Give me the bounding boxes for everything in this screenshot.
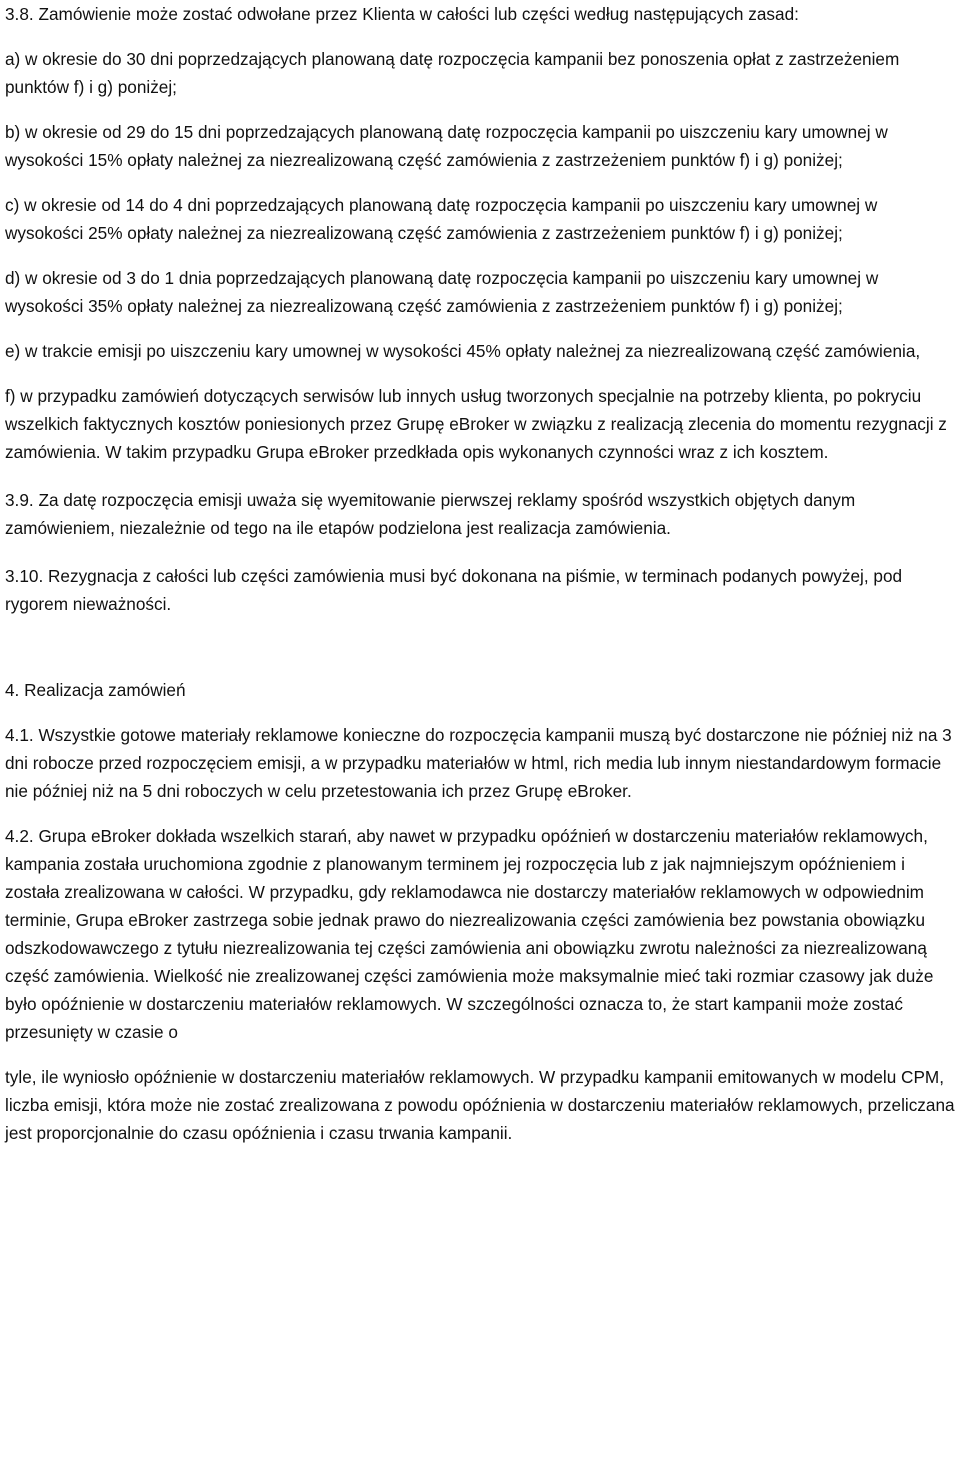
section-3-8-item-b: b) w okresie od 29 do 15 dni poprzedzających planowaną datę rozpoczęcia kampanii po uiszczeniu kary umownej w wysokości 15% opłaty należnej za niezrealizowaną część zamówienia z zastrzeżeniem punktów f) i g) poniżej; [5,122,888,170]
section-3-8-item-a: a) w okresie do 30 dni poprzedzających planowaną datę rozpoczęcia kampanii bez ponoszenia opłat z zastrzeżeniem punktów f) i g) poniżej; [5,49,900,97]
section-3-8-intro: 3.8. Zamówienie może zostać odwołane przez Klienta w całości lub części według następujących zasad: [5,4,799,24]
section-3-8-item-d: d) w okresie od 3 do 1 dnia poprzedzających planowaną datę rozpoczęcia kampanii po uiszczeniu kary umownej w wysokości 35% opłaty należnej za niezrealizowaną część zamówienia z zastrzeżeniem punktów f) i g) poniżej; [5,268,879,316]
section-3-9: 3.9. Za datę rozpoczęcia emisji uważa się wyemitowanie pierwszej reklamy spośród wszystkich objętych danym zamówieniem, niezależnie od tego na ile etapów podzielona jest realizacja zamówienia. [5,490,856,538]
section-3-8-item-c: c) w okresie od 14 do 4 dni poprzedzających planowaną datę rozpoczęcia kampanii po uiszczeniu kary umownej w wysokości 25% opłaty należnej za niezrealizowaną część zamówienia z zastrzeżeniem punktów f) i g) poniżej; [5,195,878,243]
document-page [5,0,957,1147]
section-4-1: 4.1. Wszystkie gotowe materiały reklamowe konieczne do rozpoczęcia kampanii muszą być dostarczone nie później niż na 3 dni robocze przed rozpoczęciem emisji, a w przypadku materiałów w html, rich media lub innym niestandardowym formacie nie później niż na 5 dni roboczych w celu przetestowania ich przez Grupę eBroker. [5,725,952,801]
section-3-8-item-f: f) w przypadku zamówień dotyczących serwisów lub innych usług tworzonych specjalnie na potrzeby klienta, po pokryciu wszelkich faktycznych kosztów poniesionych przez Grupę eBroker w związku z realizacją zlecenia do momentu rezygnacji z zamówienia. W takim przypadku Grupa eBroker przedkłada opis wykonanych czynności wraz z ich kosztem. [5,386,947,462]
section-4-2-part1: 4.2. Grupa eBroker dokłada wszelkich starań, aby nawet w przypadku opóźnień w dostarczeniu materiałów reklamowych, kampania została uruchomiona zgodnie z planowanym terminem jej rozpoczęcia lub z jak najmniejszym opóźnieniem i została zrealizowana w całości. W przypadku, gdy reklamodawca nie dostarczy materiałów reklamowych w odpowiednim terminie, Grupa eBroker zastrzega sobie jednak prawo do niezrealizowania części zamówienia bez powstania obowiązku odszkodowawczego z tytułu niezrealizowania tej części zamówienia ani obowiązku zwrotu należności za niezrealizowaną część zamówienia. Wielkość nie zrealizowanej części zamówienia może maksymalnie mieć taki rozmiar czasowy jak duże było opóźnienie w dostarczeniu materiałów reklamowych. W szczególności oznacza to, że start kampanii może zostać przesunięty w czasie o [5,826,934,1042]
section-4-2-part2: tyle, ile wyniosło opóźnienie w dostarczeniu materiałów reklamowych. W przypadku kampanii emitowanych w modelu CPM, liczba emisji, która może nie zostać zrealizowana z powodu opóźnienia w dostarczeniu materiałów reklamowych, przeliczana jest proporcjonalnie do czasu opóźnienia i czasu trwania kampanii. [5,1067,955,1143]
section-3-8-item-e: e) w trakcie emisji po uiszczeniu kary umownej w wysokości 45% opłaty należnej za niezrealizowaną część zamówienia, [5,341,921,361]
section-4-heading: 4. Realizacja zamówień [5,680,186,700]
section-3-10: 3.10. Rezygnacja z całości lub części zamówienia musi być dokonana na piśmie, w terminach podanych powyżej, pod rygorem nieważności. [5,566,903,614]
